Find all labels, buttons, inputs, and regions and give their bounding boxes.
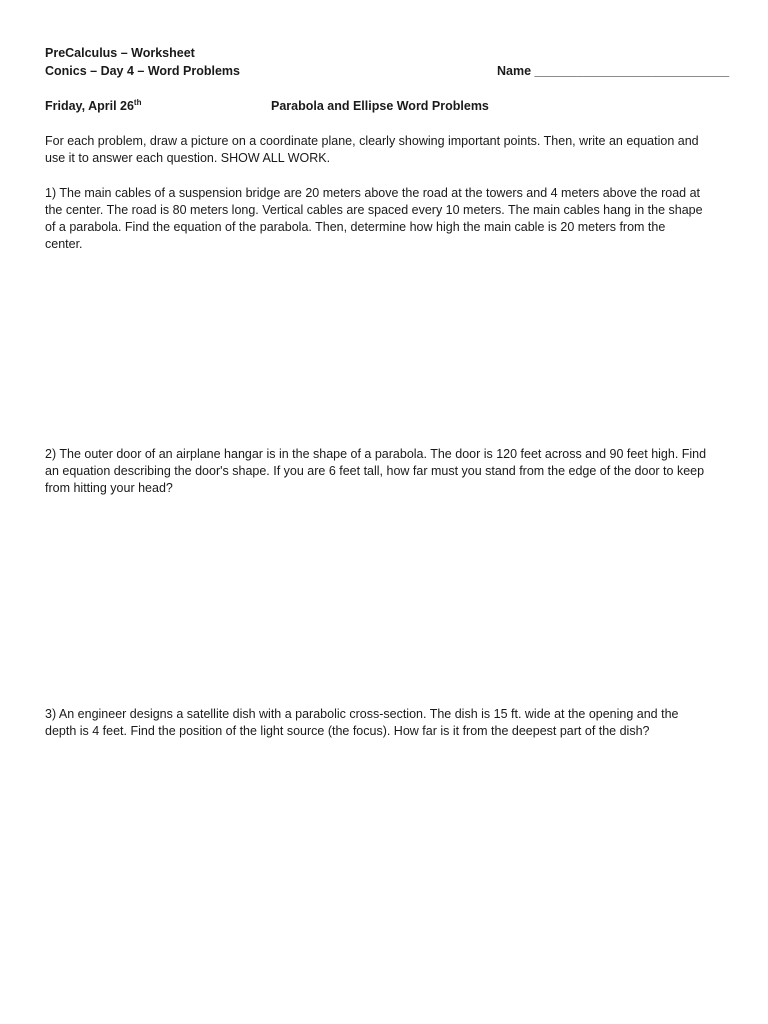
instructions-line: use it to answer each question. SHOW ALL WORK. [45, 151, 331, 165]
name-label: Name [497, 64, 532, 78]
worksheet-subtitle: Parabola and Ellipse Word Problems [271, 99, 489, 113]
name-field [497, 63, 729, 80]
problem-3-line: depth is 4 feet. Find the position of the light source (the focus). How far is it from the deepest part of the dish? [45, 724, 650, 738]
instructions-line: For each problem, draw a picture on a coordinate plane, clearly showing important points. Then, write an equation and [45, 134, 699, 148]
problem-2-line: 2) The outer door of an airplane hangar is in the shape of a parabola. The door is 120 feet across and 90 feet high. Find [45, 447, 707, 461]
unit-title: Conics – Day 4 – Word Problems [45, 64, 240, 78]
instructions [45, 133, 725, 167]
problem-1 [45, 185, 725, 253]
problem-3 [45, 706, 725, 740]
name-blank: ____________________________ [534, 64, 730, 78]
problem-3-line: 3) An engineer designs a satellite dish with a parabolic cross-section. The dish is 15 ft. wide at the opening and the [45, 707, 679, 721]
problem-1-line: 1) The main cables of a suspension bridge are 20 meters above the road at the towers and 4 meters above the road at [45, 186, 701, 200]
problem-1-line: of a parabola. Find the equation of the parabola. Then, determine how high the main cable is 20 meters from the [45, 220, 666, 234]
date-ordinal-suffix: th [133, 97, 142, 107]
problem-2 [45, 446, 725, 497]
date-line [45, 98, 141, 115]
date-text: Friday, April 26 [45, 99, 134, 113]
problem-2-line: from hitting your head? [45, 481, 173, 495]
problem-1-line: center. [45, 237, 83, 251]
problem-1-line: the center. The road is 80 meters long. Vertical cables are spaced every 10 meters. The main cables hang in the shape [45, 203, 703, 217]
course-title: PreCalculus – Worksheet [45, 46, 195, 60]
problem-2-line: an equation describing the door's shape. If you are 6 feet tall, how far must you stand from the edge of the door to keep [45, 464, 705, 478]
